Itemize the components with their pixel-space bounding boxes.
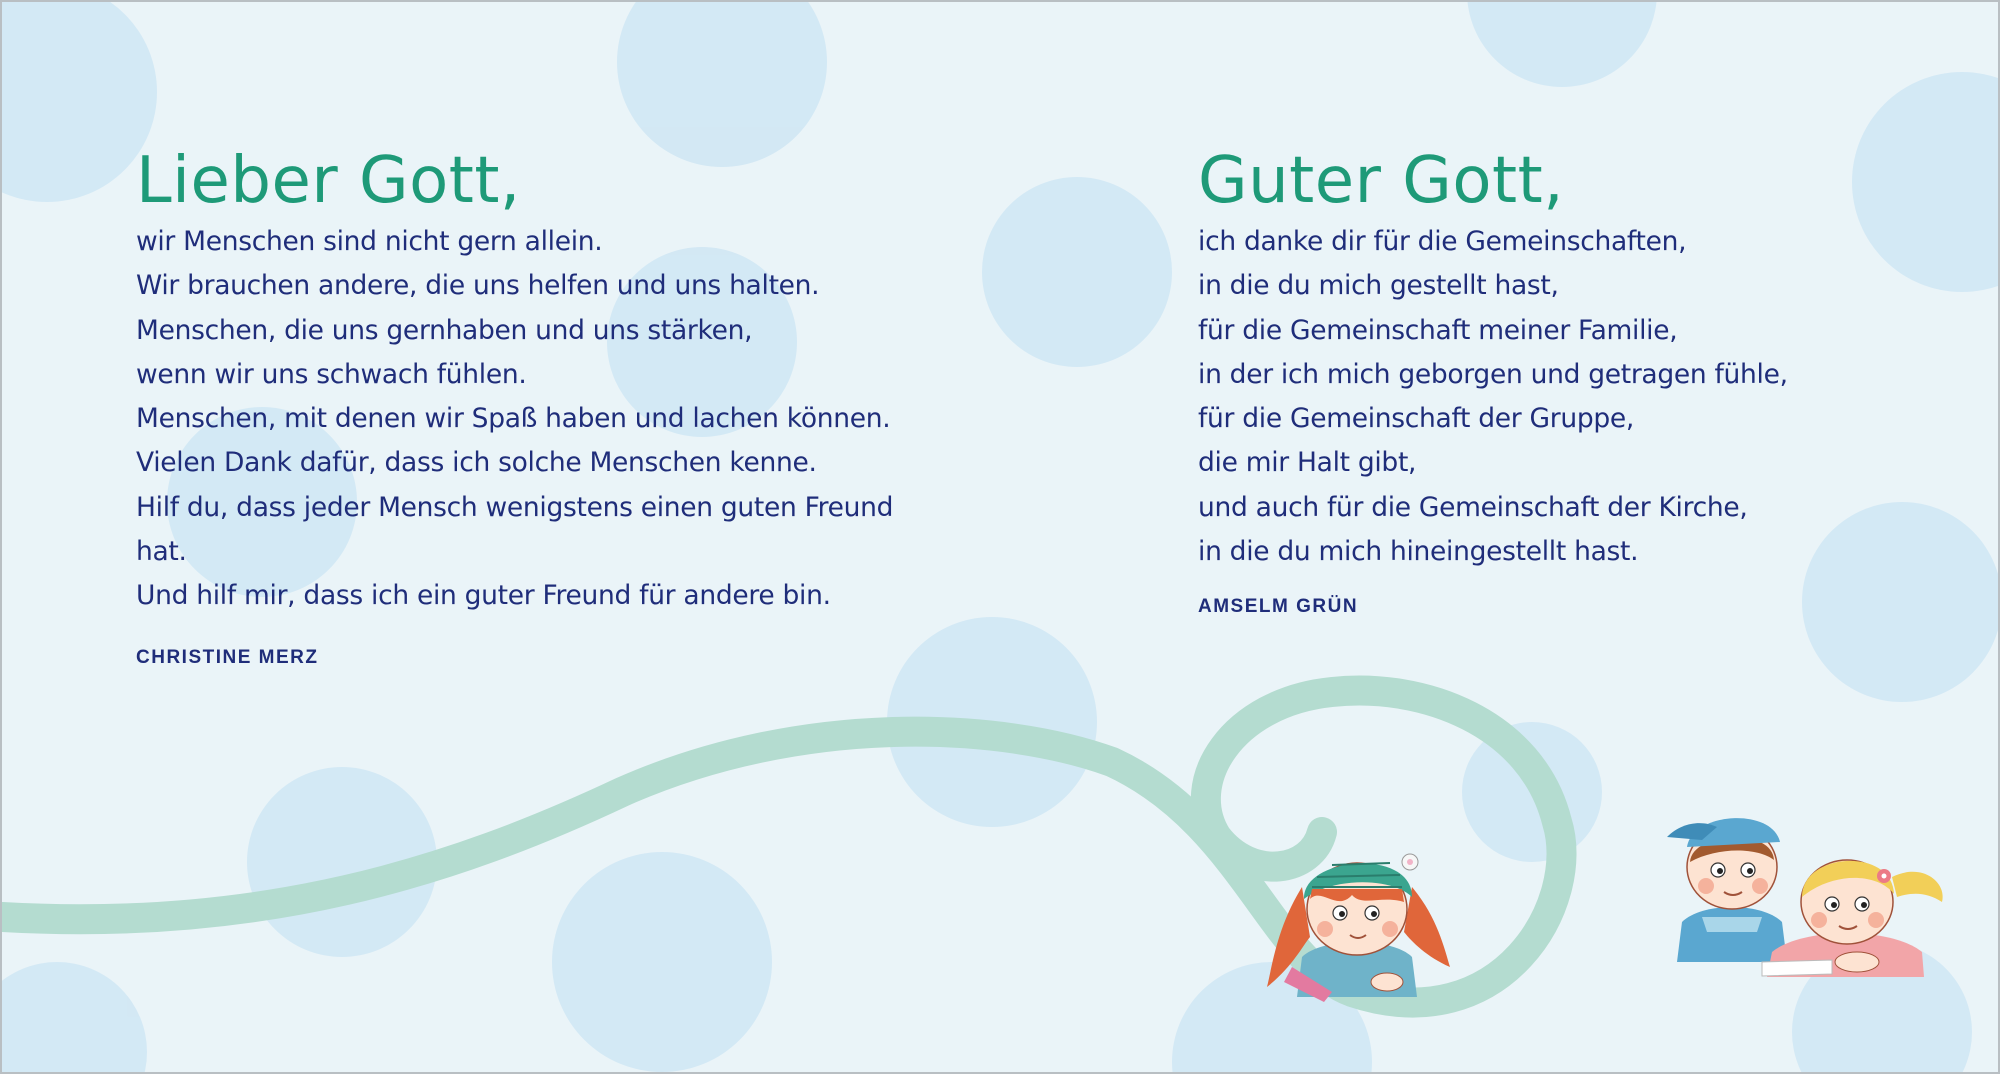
right-poem-line: und auch für die Gemeinschaft der Kirche, bbox=[1198, 491, 1748, 523]
left-poem-author: CHRISTINE MERZ bbox=[136, 646, 319, 668]
right-poem-author: AMSELM GRÜN bbox=[1198, 596, 1359, 618]
right-poem-line: ich danke dir für die Gemeinschaften, bbox=[1198, 226, 1687, 257]
right-poem-line: für die Gemeinschaft der Gruppe, bbox=[1198, 403, 1634, 435]
girl-illustration bbox=[1262, 817, 1452, 1007]
left-poem-title: Lieber Gott, bbox=[136, 144, 521, 218]
left-poem-line: hat. bbox=[136, 536, 187, 568]
left-poem-line: Vielen Dank dafür, dass ich solche Menschen kenne. bbox=[136, 447, 817, 479]
left-poem-line: Menschen, die uns gernhaben und uns stärken, bbox=[136, 314, 753, 346]
right-poem-line: in der ich mich geborgen und getragen fühle, bbox=[1198, 358, 1788, 390]
left-poem-line: Menschen, mit denen wir Spaß haben und lachen können. bbox=[136, 403, 891, 435]
boy-and-girl-illustration bbox=[1662, 792, 1952, 992]
right-poem bbox=[1198, 140, 1918, 618]
right-poem-line: für die Gemeinschaft meiner Familie, bbox=[1198, 314, 1678, 346]
left-poem-line: wir Menschen sind nicht gern allein. bbox=[136, 226, 603, 257]
left-poem-line: Und hilf mir, dass ich ein guter Freund für andere bin. bbox=[136, 580, 831, 612]
left-poem-line: wenn wir uns schwach fühlen. bbox=[136, 358, 527, 390]
left-poem-line: Hilf du, dass jeder Mensch wenigstens einen guten Freund bbox=[136, 491, 894, 523]
left-poem bbox=[136, 140, 896, 669]
left-poem-line: Wir brauchen andere, die uns helfen und uns halten. bbox=[136, 270, 820, 302]
right-poem-title: Guter Gott, bbox=[1198, 144, 1565, 218]
right-poem-line: in die du mich hineingestellt hast. bbox=[1198, 536, 1639, 568]
right-poem-line: in die du mich gestellt hast, bbox=[1198, 270, 1559, 302]
right-poem-line: die mir Halt gibt, bbox=[1198, 447, 1417, 479]
